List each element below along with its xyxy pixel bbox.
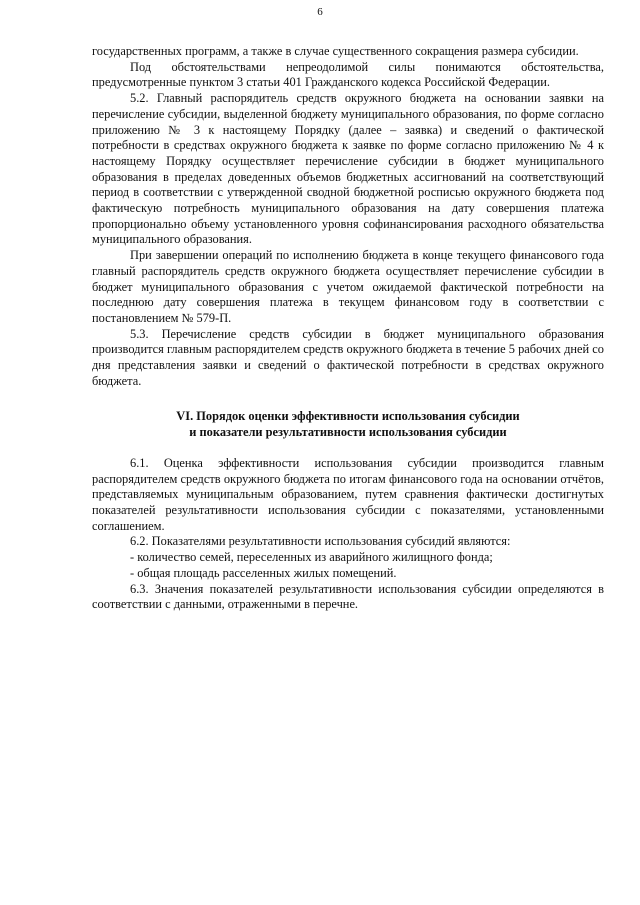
paragraph-continuation: государственных программ, а также в случае существенного сокращения размера субсидии. bbox=[92, 44, 579, 58]
page-number: 6 bbox=[317, 6, 323, 18]
paragraph-year-end: При завершении операций по исполнению бюджета в конце текущего финансового года главный распорядитель средств окружного бюджета осуществляет перечисление субсидии в бюджет муниципального образования с учетом ожидаемой фактической потребности на последнюю дату совершения платежа в текущем финансовом году в соответствии с постановлением № 579-П. bbox=[92, 248, 604, 325]
paragraph-5-3: 5.3. Перечисление средств субсидии в бюджет муниципального образования производится главным распорядителем средств окружного бюджета в течение 5 рабочих дней со дня представления заявки и сведений о фактической потребности в средствах окружного бюджета. bbox=[92, 326, 604, 388]
section-heading-line-2: и показатели результативности использования субсидии bbox=[189, 425, 507, 440]
list-item-families: - количество семей, переселенных из аварийного жилищного фонда; bbox=[130, 550, 493, 565]
paragraph-6-3: 6.3. Значения показателей результативности использования субсидии определяются в соответствии с данными, отраженными в перечне. bbox=[92, 581, 604, 612]
section-heading-vi bbox=[92, 409, 604, 440]
paragraph-6-2: 6.2. Показателями результативности использования субсидий являются: bbox=[130, 534, 511, 549]
list-item-area: - общая площадь расселенных жилых помещений. bbox=[130, 565, 397, 580]
paragraph-force-majeure: Под обстоятельствами непреодолимой силы понимаются обстоятельства, предусмотренные пунктом 3 статьи 401 Гражданского кодекса Российской Федерации. bbox=[92, 59, 604, 90]
section-heading-line-1: VI. Порядок оценки эффективности использования субсидии bbox=[176, 409, 520, 424]
document-body bbox=[92, 44, 604, 613]
paragraph-5-2: 5.2. Главный распорядитель средств окружного бюджета на основании заявки на перечисление субсидии, выделенной бюджету муниципального образования, по форме согласно приложению № 3 к настоящему Порядку (далее – заявка) и сведений о фактической потребности в средствах окружного бюджета к заявке по форме согласно приложению № 4 к настоящему Порядку осуществляет перечисление субсидии в бюджет муниципального образования в пределах доведенных объемов бюджетных ассигнований на соответствующий период в соответствии с утвержденной сводной бюджетной росписью окружного бюджета под фактическую потребность муниципального образования на дату совершения платежа пропорционально объему установленного уровня софинансирования расходного обязательства муниципального образования. bbox=[92, 91, 604, 247]
paragraph-6-1: 6.1. Оценка эффективности использования субсидии производится главным распорядителем средств окружного бюджета по итогам финансового года на основании отчётов, представляемых муниципальным образованием, путем сравнения фактически достигнутых показателей результативности использования субсидии с показателями, установленными соглашением. bbox=[92, 455, 604, 533]
